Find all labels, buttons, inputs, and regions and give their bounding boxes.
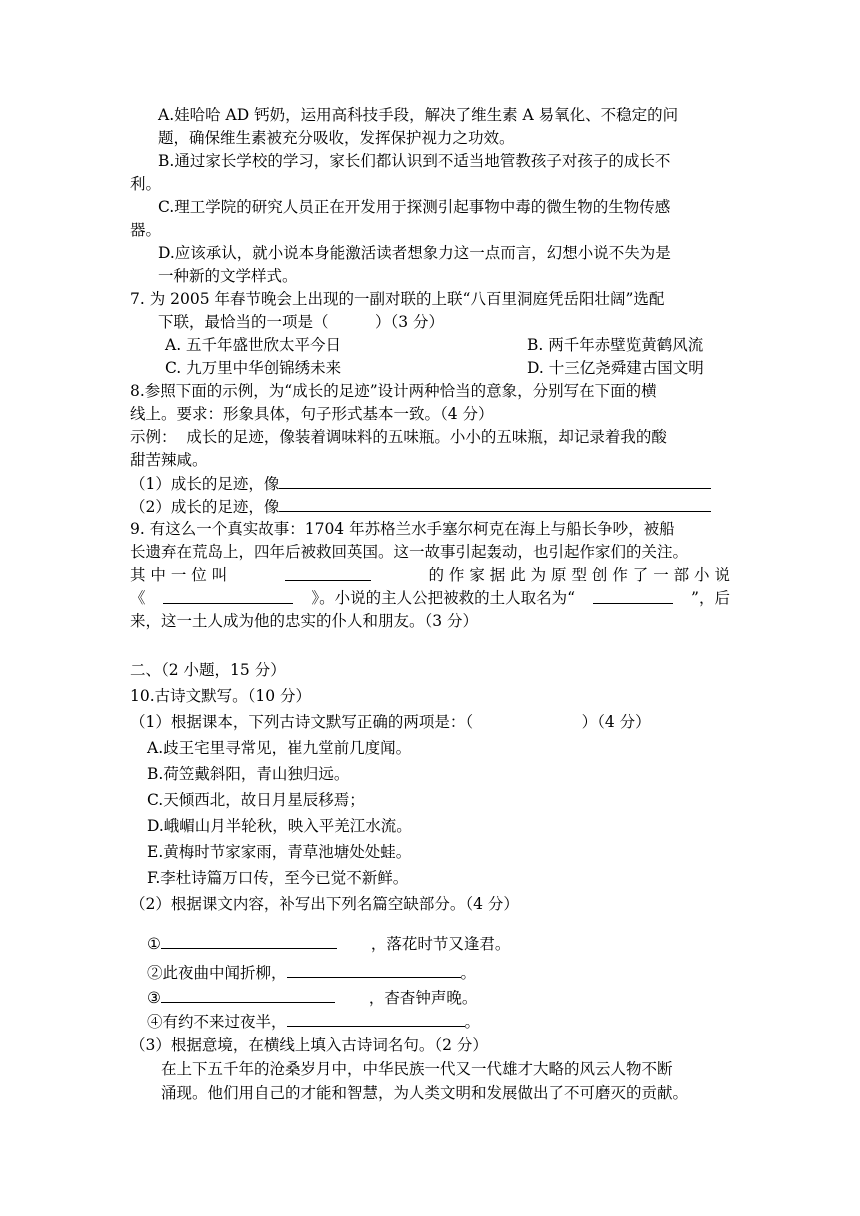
q10-part3-stem: （3）根据意境，在横线上填入古诗词名句。（2 分） xyxy=(130,1036,488,1054)
q10-title: 10.古诗文默写。（10 分） xyxy=(130,687,312,705)
q7-stem-line2: 下联，最恰当的一项是（ ）（3 分） xyxy=(158,313,445,331)
q9-line4-text-c: ”，后 xyxy=(691,589,730,607)
q10-option-f: F.李杜诗篇万口传，至今已觉不新鲜。 xyxy=(147,869,409,887)
q9-line3-text-a: 其 中 一 位 叫 xyxy=(130,566,228,584)
q8-fill-1-label: （1）成长的足迹，像 xyxy=(130,475,280,493)
q8-stem-line2: 线上。要求：形象具体，句子形式基本一致。（4 分） xyxy=(130,405,494,423)
q6-option-c-line1: C.理工学院的研究人员正在开发用于探测引起事物中毒的微生物的生物传感 xyxy=(158,198,671,216)
q10-passage-line2: 涌现。他们用自己的才能和智慧，为人类文明和发展做出了不可磨灭的贡献。 xyxy=(161,1084,689,1102)
q10-fill-4 xyxy=(147,1010,480,1033)
q9-line4-text-a: 《 xyxy=(130,589,146,607)
q7-option-b: B. 两千年赤壁览黄鹤风流 xyxy=(527,336,704,354)
q8-fill-1 xyxy=(130,472,711,495)
q7-stem-line1: 7. 为 2005 年春节晚会上出现的一副对联的上联“八百里洞庭凭岳阳壮阔”选配 xyxy=(130,290,665,308)
q8-example-line1: 示例： 成长的足迹，像装着调味料的五味瓶。小小的五味瓶，却记录着我的酸 xyxy=(130,428,667,446)
q10-answer-blank-4[interactable] xyxy=(287,1010,465,1027)
q10-answer-blank-3[interactable] xyxy=(161,986,335,1003)
q10-fill-4-pre: ④有约不来过夜半， xyxy=(147,1013,287,1031)
q6-option-a-line2: 题，确保维生素被充分吸收，发挥保护视力之功效。 xyxy=(158,129,515,147)
q10-fill-2-pre: ②此夜曲中闻折柳， xyxy=(147,964,287,982)
q6-option-d-line2: 一种新的文学样式。 xyxy=(158,267,298,285)
q10-fill-2-post: 。 xyxy=(460,964,477,982)
q8-example-line2: 甜苦辣咸。 xyxy=(130,451,208,469)
q8-fill-2-label: （2）成长的足迹，像 xyxy=(130,498,280,516)
q8-answer-blank-1[interactable] xyxy=(279,472,711,489)
section-2-heading: 二、（2 小题，15 分） xyxy=(130,661,286,679)
q9-stem-line4 xyxy=(130,587,730,609)
q6-option-b-line1: B.通过家长学校的学习，家长们都认识到不适当地管教孩子对孩子的成长不 xyxy=(158,152,671,170)
q10-fill-4-post: 。 xyxy=(464,1013,481,1031)
q10-option-e: E.黄梅时节家家雨，青草池塘处处蛙。 xyxy=(147,843,412,861)
q10-fill-1-pre: ① xyxy=(147,935,161,953)
q7-option-c: C. 九万里中华创锦绣未来 xyxy=(165,359,342,377)
q10-fill-3-pre: ③ xyxy=(147,989,161,1007)
q8-stem-line1: 8.参照下面的示例，为“成长的足迹”设计两种恰当的意象，分别写在下面的横 xyxy=(130,382,657,400)
q10-option-a: A.歧王宅里寻常见，崔九堂前几度闻。 xyxy=(147,739,412,757)
q9-stem-line3 xyxy=(130,564,730,586)
q8-fill-2 xyxy=(130,495,711,518)
q10-passage-line1: 在上下五千年的沧桑岁月中，中华民族一代又一代雄才大略的风云人物不断 xyxy=(161,1060,673,1078)
q10-fill-3 xyxy=(147,986,477,1009)
q10-answer-blank-1[interactable] xyxy=(161,932,337,949)
q9-line3-text-b: 的 作 家 据 此 为 原 型 创 作 了 一 部 小 说 xyxy=(428,566,730,584)
q9-native-name-blank[interactable] xyxy=(593,587,673,604)
q8-answer-blank-2[interactable] xyxy=(279,495,711,512)
q6-option-a-line1: A.娃哈哈 AD 钙奶，运用高科技手段，解决了维生素 A 易氧化、不稳定的问 xyxy=(158,106,679,124)
q7-option-a: A. 五千年盛世欣太平今日 xyxy=(165,336,342,354)
q9-stem-line5: 来，这一土人成为他的忠实的仆人和朋友。（3 分） xyxy=(130,612,479,630)
q9-line4-text-b: 》。小说的主人公把被救的土人取名为“ xyxy=(311,589,576,607)
q10-fill-2 xyxy=(147,961,476,984)
q6-option-d-line1: D.应该承认，就小说本身能激活读者想象力这一点而言，幻想小说不失为是 xyxy=(158,244,671,262)
q10-answer-blank-2[interactable] xyxy=(287,961,461,978)
q10-option-b: B.荷笠戴斜阳，青山独归远。 xyxy=(147,765,350,783)
q9-stem-line2: 长遗弃在荒岛上，四年后被救回英国。这一故事引起轰动，也引起作家们的关注。 xyxy=(130,543,689,561)
q10-fill-1-post: ，落花时节又逢君。 xyxy=(370,935,511,953)
q10-part2-stem: （2）根据课文内容，补写出下列名篇空缺部分。（4 分） xyxy=(130,895,519,913)
q7-option-d: D. 十三亿尧舜建古国文明 xyxy=(527,359,704,377)
q9-novel-title-blank[interactable] xyxy=(163,587,293,604)
q6-option-c-line2: 器。 xyxy=(130,221,162,239)
q10-option-c: C.天倾西北，故日月星辰移焉； xyxy=(147,791,365,809)
q10-part1-stem: （1）根据课本，下列古诗文默写正确的两项是：（ ）（4 分） xyxy=(130,713,651,731)
q10-fill-3-post: ，杳杳钟声晚。 xyxy=(368,989,478,1007)
q10-fill-1 xyxy=(147,932,510,955)
q6-option-b-line2: 利。 xyxy=(130,175,162,193)
q10-option-d: D.峨嵋山月半轮秋，映入平羌江水流。 xyxy=(147,817,412,835)
q9-author-blank[interactable] xyxy=(285,564,371,581)
q9-stem-line1: 9. 有这么一个真实故事：1704 年苏格兰水手塞尔柯克在海上与船长争吵，被船 xyxy=(130,520,675,538)
